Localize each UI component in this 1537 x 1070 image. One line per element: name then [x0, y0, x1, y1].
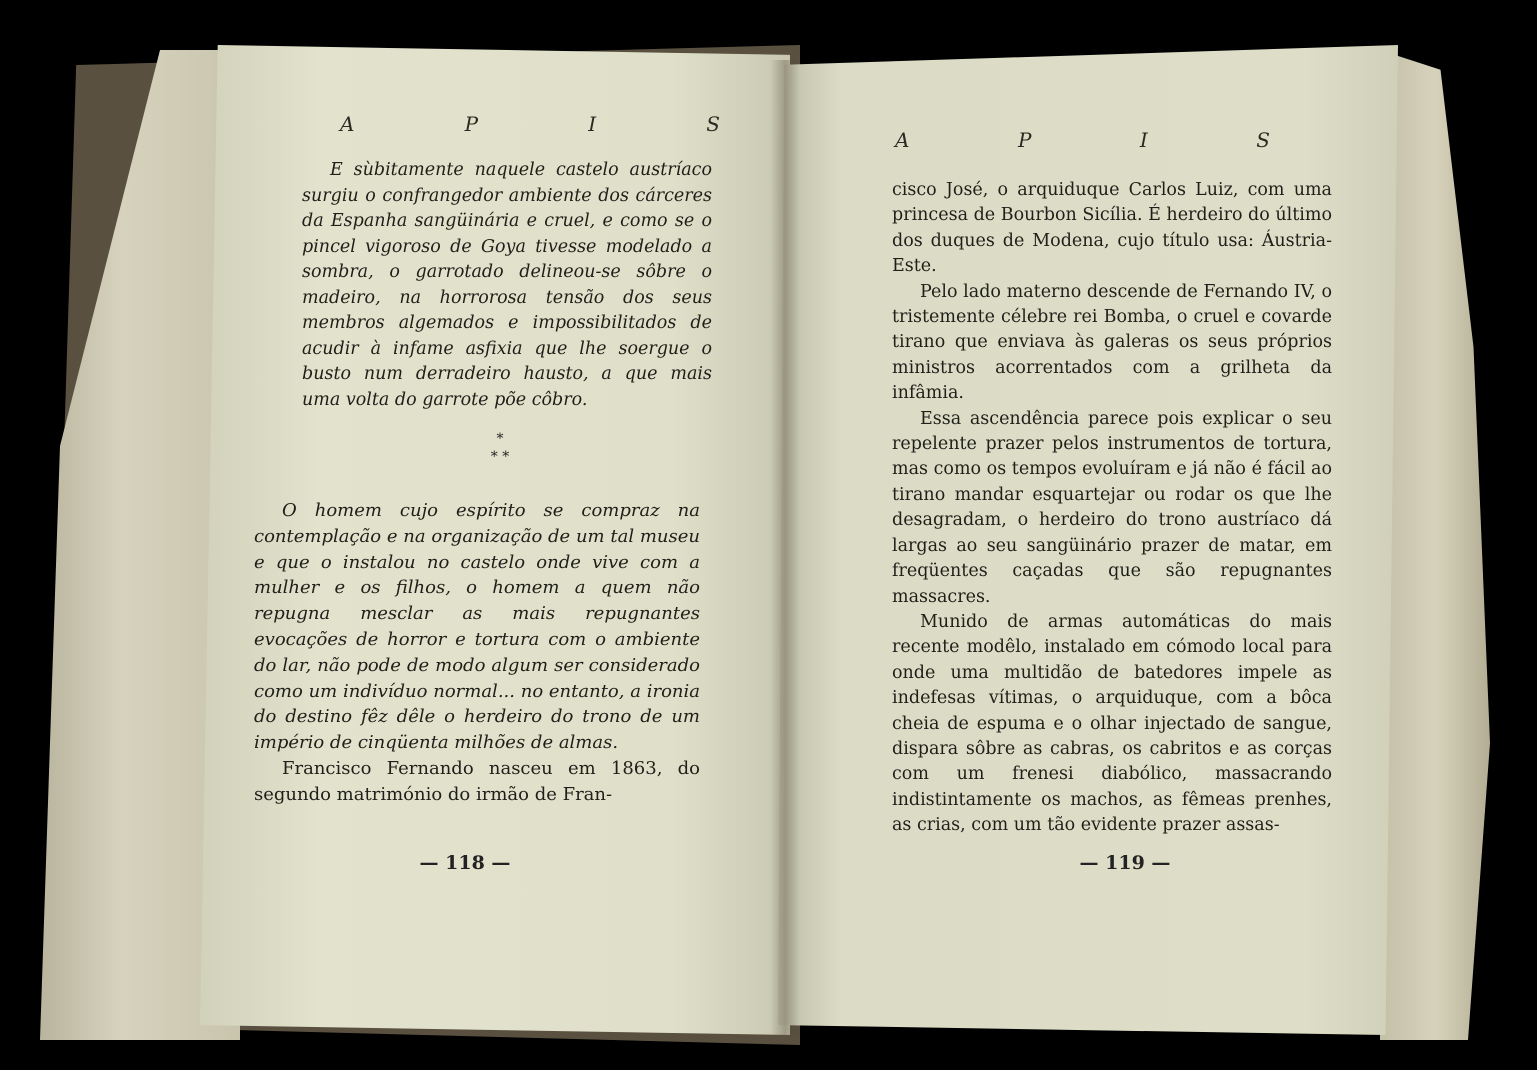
asterism: [460, 430, 540, 466]
paragraph: E sùbitamente naquele castelo austríaco surgiu o confrangedor ambiente dos cárceres da Espanha sangüinária e cruel, e como se o pincel vigoroso de Goya tivesse modelado a sombra, o garrotado delineou-se sôbre o madeiro, na horrorosa tensão dos seus membros algemados e impossibilitados de acudir à infame asfixia que lhe soergue o busto num derradeiro hausto, a que mais uma volta do garrote põe côbro.: [302, 160, 712, 410]
asterism-top: *: [496, 431, 504, 447]
running-head-letter: S: [706, 112, 720, 136]
right-page-text: [892, 178, 1332, 839]
running-head-letter: P: [1017, 128, 1032, 152]
right-running-head: [895, 128, 1270, 152]
paragraph: Essa ascendência parece pois explicar o seu repelente prazer pelos instrumentos de tortura, mas como os tempos evoluíram e já não é fácil ao tirano mandar esquartejar ou rodar os que lhe desagradam, o herdeiro do trono austríaco dá largas ao seu sangüinário prazer de matar, em freqüentes caçadas que são repugnantes massacres.: [892, 408, 1332, 607]
paragraph: O homem cujo espírito se compraz na contemplação e na organização de um tal museu e que o instalou no castelo onde vive com a mulher e os filhos, o homem a quem não repugna mesclar as mais repugnantes evocações de horror e tortura com o ambiente do lar, não pode de modo algum ser considerado como um indivíduo normal... no entanto, a ironia do destino fêz dêle o herdeiro do trono de um império de cinqüenta milhões de almas.: [254, 500, 700, 754]
asterism-bottom: * *: [490, 449, 510, 465]
left-running-head: [340, 112, 720, 136]
left-page-text-bottom: [254, 498, 700, 808]
running-head-letter: A: [895, 128, 910, 152]
running-head-letter: P: [464, 112, 479, 136]
running-head-letter: I: [1139, 128, 1148, 152]
running-head-letter: A: [340, 112, 355, 136]
right-page-edges: [1380, 50, 1490, 1040]
paragraph: cisco José, o arquiduque Carlos Luiz, com uma princesa de Bourbon Sicília. É herdeiro do último dos duques de Modena, cujo título usa: Áustria-Este.: [892, 180, 1332, 277]
paragraph: Munido de armas automáticas do mais recente modêlo, instalado em cómodo local para onde uma multidão de batedores impele as indefesas vítimas, o arquiduque, com a bôca cheia de espuma e o olhar injectado de sangue, dispara sôbre as cabras, os cabritos e as corças com um frenesi diabólico, massacrando indistintamente os machos, as fêmeas prenhes, as crias, com um tão evidente prazer assas-: [892, 611, 1332, 836]
running-head-letter: I: [588, 112, 597, 136]
book-gutter: [770, 60, 800, 1035]
page-number-left: — 118 —: [419, 852, 511, 874]
left-page-text-top: [302, 158, 712, 413]
paragraph: Pelo lado materno descende de Fernando IV, o tristemente célebre rei Bomba, o cruel e covarde tirano que enviava às galeras os seus próprios ministros acorrentados com a grilheta da infâmia.: [892, 281, 1332, 404]
page-number-right: — 119 —: [1079, 852, 1171, 874]
running-head-letter: S: [1256, 128, 1270, 152]
paragraph: Francisco Fernando nasceu em 1863, do segundo matrimónio do irmão de Fran-: [254, 757, 700, 805]
